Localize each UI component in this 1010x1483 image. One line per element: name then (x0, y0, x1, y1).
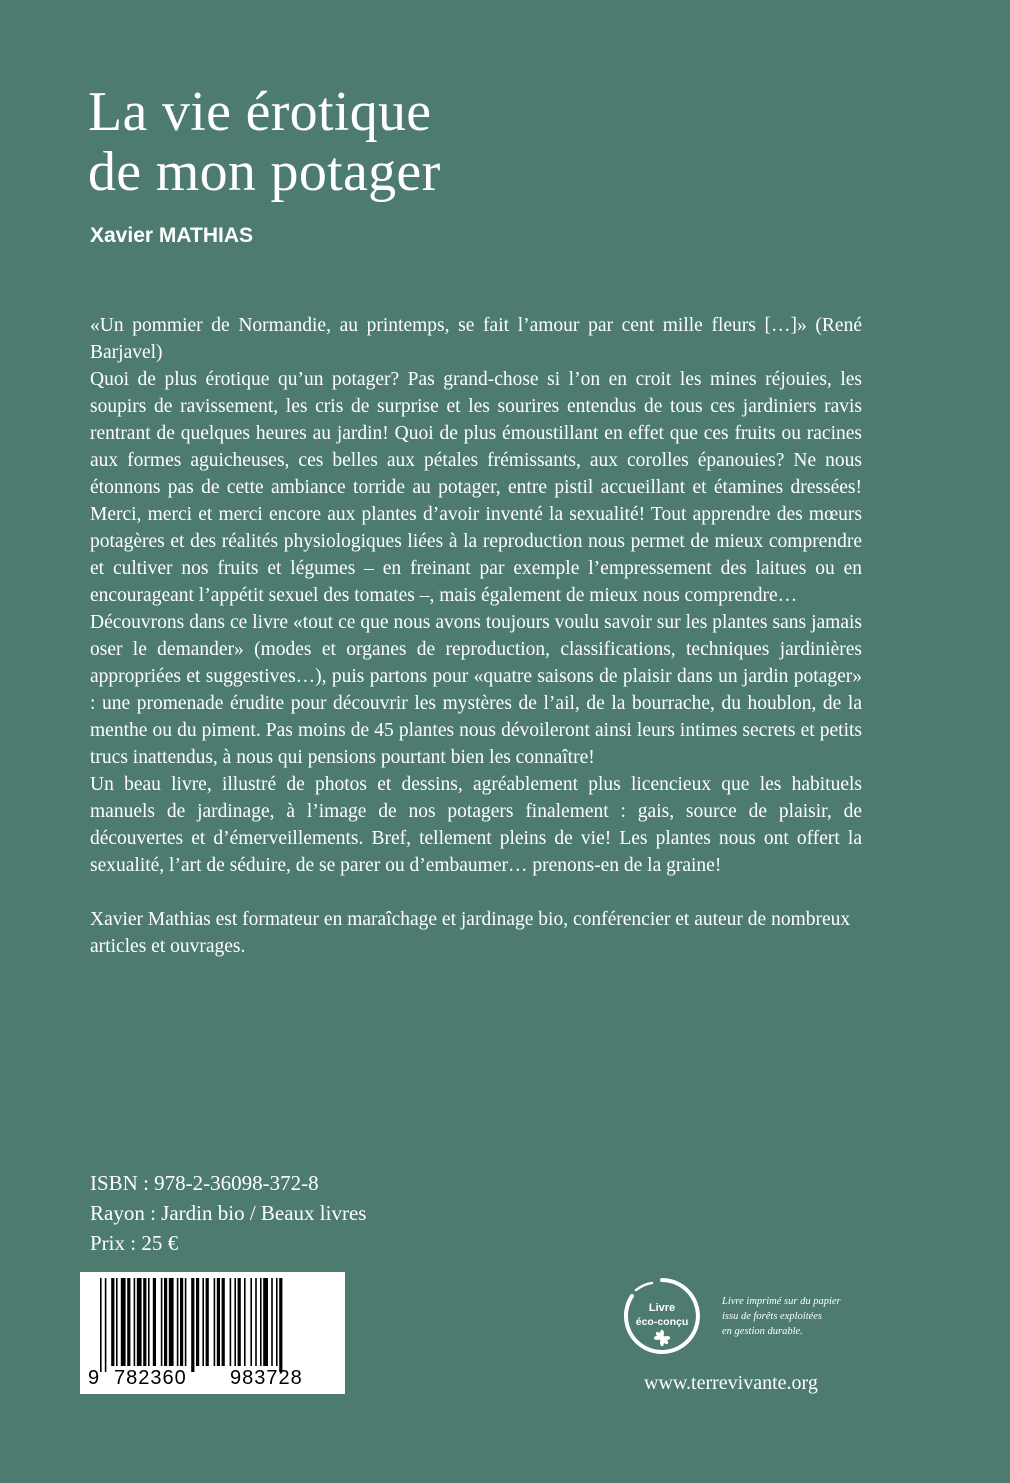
eco-logo-line2: éco-conçu (635, 1316, 689, 1328)
barcode-bar (164, 1278, 167, 1366)
eco-note-line3: en gestion durable. (722, 1326, 803, 1337)
book-title-line1: La vie érotique (88, 81, 432, 143)
barcode-bar (234, 1278, 236, 1366)
barcode-bar (153, 1278, 156, 1366)
author-bio: Xavier Mathias est formateur en maraîchage et jardinage bio, conférencier et auteur de nombreux articles et ouvrages. (90, 909, 851, 957)
epigraph-quote: «Un pommier de Normandie, au printemps, se fait l’amour par cent mille fleurs […]» (René Barjavel) (90, 315, 862, 363)
barcode-bar (271, 1278, 273, 1366)
barcode-bar (180, 1278, 183, 1366)
barcode-bar (127, 1278, 130, 1366)
barcode-bar (214, 1278, 216, 1366)
flower-icon (654, 1330, 670, 1346)
barcode-bar (279, 1278, 282, 1372)
barcode-bar (255, 1278, 257, 1366)
barcode-bar (143, 1278, 146, 1366)
barcode-bar (244, 1278, 246, 1366)
eco-note-line2: issu de forêts exploitées (722, 1311, 823, 1322)
barcode-bar (100, 1278, 102, 1372)
eco-note-line1: Livre imprimé sur du papier (722, 1296, 841, 1307)
eco-paper-note (722, 1294, 841, 1339)
barcode-bar (177, 1278, 179, 1366)
barcode-bar (111, 1278, 114, 1366)
book-info (90, 1168, 366, 1258)
eco-logo-line1: Livre (648, 1302, 676, 1314)
barcode-bar (116, 1278, 118, 1366)
barcode-bars (80, 1272, 345, 1372)
isbn-barcode (80, 1272, 345, 1394)
barcode-bar (134, 1278, 136, 1366)
author-name: Xavier MATHIAS (90, 224, 253, 247)
barcode-bar (105, 1278, 107, 1372)
barcode-group-left: 782360 (114, 1367, 187, 1389)
barcode-bar (191, 1278, 194, 1372)
barcode-bar (121, 1278, 126, 1366)
barcode-bar (238, 1278, 241, 1366)
back-cover-blurb (90, 312, 862, 960)
book-title (88, 82, 441, 202)
price-line: Prix : 25 € (90, 1231, 179, 1255)
eco-concu-logo (622, 1276, 702, 1356)
barcode-bar (222, 1278, 225, 1366)
barcode-bar (137, 1278, 142, 1366)
blurb-paragraph-3: Un beau livre, illustré de photos et dessins, agréablement plus licencieux que les habituels manuels de jardinage, à l’image de nos potagers finalement : gais, source de plaisir, de découvertes et d’émerveillements. Bref, tellement pleins de vie! Les plantes nous ont offert la sexualité, l’art de séduire, de se parer ou d’embaumer… prenons-en de la graine! (90, 774, 862, 876)
barcode-bar (202, 1278, 204, 1366)
barcode-bar (250, 1278, 252, 1366)
barcode-group-right: 983728 (230, 1367, 303, 1389)
barcode-bar (217, 1278, 220, 1366)
barcode-bar (169, 1278, 174, 1366)
blurb-paragraph-2: Découvrons dans ce livre «tout ce que nous avons toujours voulu savoir sur les plantes sans jamais oser le demander» (modes et organes de reproduction, classifications, techniques jardinières appropriées et suggestives…), puis partons pour «quatre saisons de plaisir dans un jardin potager» : une promenade érudite pour découvrir les mystères de l’ail, de la bourrache, du houblon, de la menthe ou du piment. Pas moins de 45 plantes nous dévoileront ainsi leurs intimes secrets et petits trucs inattendus, à nous qui pensions pourtant bien les connaître! (90, 612, 862, 768)
blurb-paragraph-1: Quoi de plus érotique qu’un potager? Pas grand-chose si l’on en croit les mines réjouies, les soupirs de ravissement, les cris de surprise et les sourires entendus de tous ces jardiniers ravis rentrant de quelques heures au jardin! Quoi de plus émoustillant en effet que ces fruits ou racines aux formes aguicheuses, ces belles aux pétales frémissants, aux corolles épanouies? Ne nous étonnons pas de cette ambiance torride au potager, entre pistil accueillant et étamines dressées! Merci, merci et merci encore aux plantes d’avoir inventé la sexualité! Tout apprendre des mœurs potagères et des réalités physiologiques liées à la reproduction nous permet de mieux comprendre et cultiver nos fruits et légumes – en freinant par exemple l’empressement des laitues ou en encourageant l’appétit sexuel des tomates –, mais également de mieux nous comprendre… (90, 369, 862, 606)
barcode-digit-first: 9 (88, 1367, 101, 1389)
barcode-bar (148, 1278, 150, 1366)
book-title-line2: de mon potager (88, 141, 441, 203)
rayon-line: Rayon : Jardin bio / Beaux livres (90, 1201, 367, 1225)
barcode-bar (276, 1278, 278, 1366)
publisher-website[interactable]: www.terrevivante.org (644, 1372, 818, 1394)
barcode-bar (196, 1278, 199, 1366)
barcode-bar (185, 1278, 187, 1366)
barcode-bar (206, 1278, 209, 1366)
barcode-bar (161, 1278, 163, 1366)
barcode-bar (230, 1278, 232, 1366)
barcode-bar (263, 1278, 268, 1366)
barcode-bar (260, 1278, 262, 1366)
isbn-line: ISBN : 978-2-36098-372-8 (90, 1171, 319, 1195)
